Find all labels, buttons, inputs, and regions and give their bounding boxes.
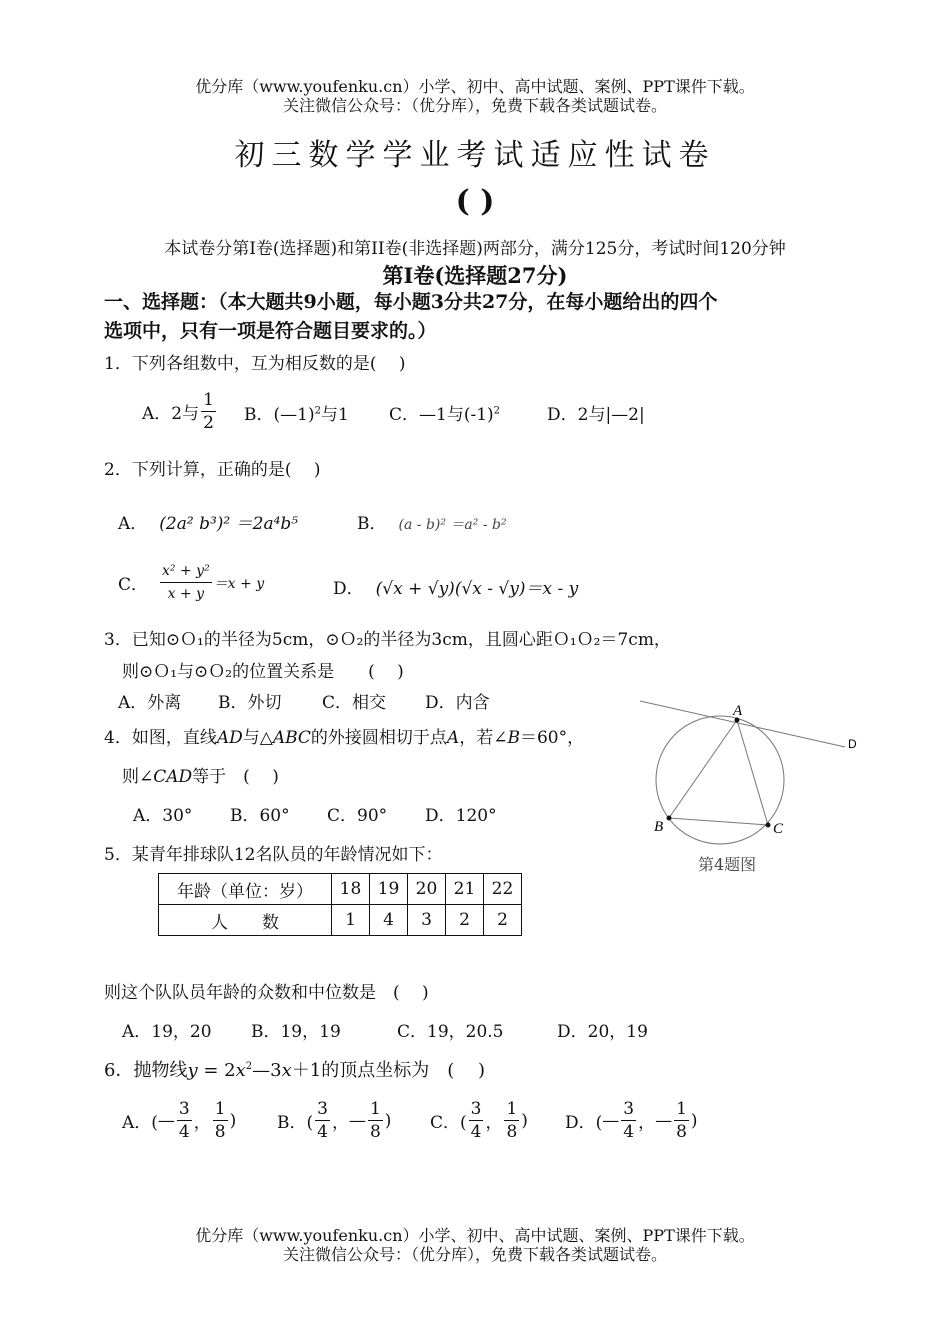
footer-line-1: 优分库（www.youfenku.cn）小学、初中、高中试题、案例、PPT课件下载。 bbox=[195, 1226, 755, 1245]
q4-option-a: A．30° bbox=[133, 806, 193, 826]
table-cell: 1 bbox=[332, 905, 370, 936]
q2-option-a bbox=[118, 509, 298, 534]
q2-c-den: x + y bbox=[167, 586, 205, 602]
point-b bbox=[667, 816, 672, 821]
q6-d-d2: 8 bbox=[676, 1122, 687, 1142]
q2-stem: 2．下列计算，正确的是( ) bbox=[104, 460, 321, 480]
q6-tail: ＋1的顶点坐标为 ( ) bbox=[291, 1060, 485, 1081]
label-d: D bbox=[848, 737, 857, 751]
q1-c-label: C． bbox=[389, 405, 420, 425]
q1-option-a bbox=[142, 389, 218, 434]
table-cell: 3 bbox=[408, 905, 446, 936]
q4-ad: AD bbox=[216, 728, 243, 748]
q6-c-frac2 bbox=[504, 1098, 519, 1143]
table-cell: 19 bbox=[370, 874, 408, 905]
q6-option-a bbox=[122, 1098, 236, 1143]
q3-option-a: A．外离 bbox=[118, 693, 182, 713]
q4-text-2: 与△ bbox=[242, 728, 273, 748]
q6-c-d2: 8 bbox=[506, 1122, 518, 1142]
q4-text-5: ＝60°， bbox=[519, 728, 585, 748]
section-1-heading-line-2: 选项中，只有一项是符合题目要求的。） bbox=[104, 320, 437, 342]
q6-d-sep: ， bbox=[638, 1113, 656, 1133]
q6-option-c bbox=[430, 1098, 528, 1143]
label-a: A bbox=[733, 703, 743, 719]
q6-d-d1: 4 bbox=[623, 1122, 635, 1142]
q6-stem-a: 6．抛物线 bbox=[104, 1060, 188, 1081]
q6-option-b bbox=[277, 1098, 391, 1143]
q4-text-1: 4．如图，直线 bbox=[104, 728, 217, 748]
q1-option-d: D．2与|—2| bbox=[547, 405, 645, 425]
age-table bbox=[158, 873, 522, 936]
q6-c-close: ) bbox=[521, 1110, 528, 1131]
q6-a-label: A．( bbox=[122, 1113, 158, 1133]
q6-b-frac1 bbox=[315, 1098, 330, 1143]
segment-ab bbox=[669, 720, 737, 818]
q4-abc: ABC bbox=[272, 728, 311, 748]
q2-c-label: C． bbox=[118, 575, 149, 595]
q6-b-d2: 8 bbox=[369, 1122, 381, 1142]
q6-stem bbox=[104, 1056, 485, 1082]
q1-option-b bbox=[244, 400, 349, 425]
table-cell: 4 bbox=[370, 905, 408, 936]
q2-c-rhs: ＝x + y bbox=[213, 575, 265, 592]
q6-b-label: B．( bbox=[277, 1113, 314, 1133]
q2-d-label: D． bbox=[333, 579, 364, 599]
q6-a-close: ) bbox=[229, 1110, 237, 1131]
q6-a-d2: 8 bbox=[214, 1122, 226, 1142]
point-c bbox=[766, 823, 771, 828]
q5-option-c: C．19，20.5 bbox=[397, 1022, 504, 1042]
q3-option-d: D．内含 bbox=[425, 693, 490, 713]
q2-c-fraction bbox=[160, 560, 212, 605]
q4-point-a: A bbox=[446, 728, 460, 748]
table-cell: 20 bbox=[408, 874, 446, 905]
title-blank: ( ) bbox=[455, 184, 495, 219]
q6-mid: —3 bbox=[252, 1060, 282, 1081]
q6-a-sign1: — bbox=[157, 1110, 175, 1131]
q6-c-d1: 4 bbox=[470, 1122, 482, 1142]
table-cell: 21 bbox=[446, 874, 484, 905]
q4-text-3: 的外接圆相切于点 bbox=[310, 728, 447, 748]
q1-b-label: B． bbox=[244, 405, 274, 425]
q1-b-tail: 与1 bbox=[320, 405, 349, 425]
header-line-2: 关注微信公众号：（优分库），免费下载各类试题试卷。 bbox=[282, 96, 667, 115]
q6-b-sep: ， bbox=[331, 1113, 349, 1133]
q4-line-2 bbox=[122, 762, 279, 787]
page-title: 初三数学学业考试适应性试卷 bbox=[234, 138, 716, 173]
q6-d-n1: 3 bbox=[623, 1099, 635, 1119]
q6-c-sep: ， bbox=[485, 1113, 503, 1133]
q5-option-d: D．20，19 bbox=[557, 1022, 648, 1042]
q4-line-1 bbox=[104, 723, 584, 748]
q6-b-d1: 4 bbox=[317, 1122, 328, 1142]
q3-line-2: 则⊙Ｏ₁与⊙Ｏ₂的位置关系是 ( ) bbox=[122, 662, 404, 682]
q6-a-n1: 3 bbox=[178, 1099, 190, 1119]
q4-angle-b: B bbox=[507, 728, 520, 748]
q6-b-n1: 3 bbox=[317, 1099, 328, 1119]
q6-eq: = 2 bbox=[197, 1060, 236, 1081]
footer-line-2: 关注微信公众号：（优分库），免费下载各类试题试卷。 bbox=[282, 1245, 667, 1264]
segment-ac bbox=[737, 720, 768, 825]
q6-x2: x bbox=[281, 1060, 292, 1081]
q6-c-n2: 1 bbox=[506, 1099, 518, 1119]
q6-d-n2: 1 bbox=[676, 1099, 687, 1119]
table-cell: 2 bbox=[446, 905, 484, 936]
q4-option-c: C．90° bbox=[327, 806, 388, 826]
q6-option-d bbox=[565, 1098, 698, 1143]
table-cell: 18 bbox=[332, 874, 370, 905]
q4-text-7: 等于 ( ) bbox=[192, 767, 279, 787]
table-header-count: 人 数 bbox=[159, 905, 332, 936]
q2-option-d bbox=[333, 574, 578, 599]
q2-a-label: A． bbox=[118, 514, 148, 534]
q5-option-b: B．19，19 bbox=[251, 1022, 341, 1042]
table-row bbox=[159, 905, 522, 936]
q2-d-expr: (√x + √y)(√x - √y)＝x - y bbox=[375, 579, 579, 599]
q2-b-expr: (a - b)² ＝a² - b² bbox=[398, 517, 507, 533]
table-header-age: 年龄（单位：岁） bbox=[159, 874, 332, 905]
q6-b-frac2 bbox=[368, 1098, 383, 1143]
q6-d-frac1 bbox=[621, 1098, 636, 1143]
table-row bbox=[159, 874, 522, 905]
q6-d-sign2: — bbox=[655, 1110, 673, 1131]
q6-x: x bbox=[235, 1060, 246, 1081]
q5-option-a: A．19，20 bbox=[122, 1022, 212, 1042]
table-cell: 22 bbox=[484, 874, 522, 905]
q6-y: y bbox=[187, 1060, 198, 1081]
segment-bc bbox=[669, 818, 768, 825]
label-c: C bbox=[773, 821, 784, 837]
q4-option-d: D．120° bbox=[425, 806, 497, 826]
q6-c-label: C．( bbox=[430, 1113, 467, 1133]
q3-line-1: 3．已知⊙Ｏ₁的半径为5cm，⊙Ｏ₂的半径为3cm，且圆心距Ｏ₁Ｏ₂＝7cm， bbox=[104, 630, 671, 650]
q6-sq: 2 bbox=[245, 1061, 253, 1072]
q6-c-n1: 3 bbox=[470, 1099, 482, 1119]
q4-figure bbox=[640, 695, 870, 885]
q4-cad: CAD bbox=[153, 767, 193, 787]
q4-text-6: 则∠ bbox=[122, 767, 154, 787]
q6-d-sign1: — bbox=[602, 1110, 620, 1131]
q3-option-b: B．外切 bbox=[218, 693, 282, 713]
q6-b-close: ) bbox=[384, 1110, 392, 1131]
q6-c-frac1 bbox=[469, 1098, 484, 1143]
table-cell: 2 bbox=[484, 905, 522, 936]
volume-1-heading: 第Ⅰ卷(选择题27分) bbox=[382, 263, 568, 288]
q6-a-frac2 bbox=[213, 1098, 228, 1143]
label-b: B bbox=[654, 819, 664, 835]
q1-a-num: 1 bbox=[203, 390, 214, 410]
q3-option-c: C．相交 bbox=[322, 693, 387, 713]
exam-intro: 本试卷分第Ⅰ卷(选择题)和第II卷(非选择题)两部分，满分125分，考试时间120分钟 bbox=[164, 239, 786, 259]
q1-b-expr: (—1) bbox=[273, 405, 315, 425]
q1-a-fraction bbox=[201, 389, 216, 434]
q5-stem: 5．某青年排球队12名队员的年龄情况如下： bbox=[104, 845, 443, 865]
section-1-heading-line-1: 一、选择题：（本大题共9小题，每小题3分共27分，在每小题给出的四个 bbox=[104, 291, 718, 313]
q1-option-c bbox=[389, 400, 500, 425]
header-line-1: 优分库（www.youfenku.cn）小学、初中、高中试题、案例、PPT课件下载。 bbox=[195, 77, 755, 96]
q1-a-label: A．2与 bbox=[142, 404, 200, 424]
q4-option-b: B．60° bbox=[230, 806, 290, 826]
q2-b-label: B． bbox=[357, 514, 387, 534]
q1-a-den: 2 bbox=[203, 413, 214, 433]
q6-a-sep: ， bbox=[193, 1113, 211, 1133]
q6-a-n2: 1 bbox=[214, 1099, 226, 1119]
q2-c-num: x² + y² bbox=[160, 560, 212, 583]
figure-caption: 第4题图 bbox=[698, 855, 757, 874]
q6-b-n2: 1 bbox=[369, 1099, 381, 1119]
q6-d-frac2 bbox=[674, 1098, 689, 1143]
q6-d-close: ) bbox=[690, 1110, 698, 1131]
q6-a-d1: 4 bbox=[178, 1122, 190, 1142]
q6-a-frac1 bbox=[177, 1098, 192, 1143]
q2-option-b bbox=[357, 509, 507, 534]
q1-stem: 1．下列各组数中，互为相反数的是( ) bbox=[104, 354, 406, 374]
q2-a-expr: (2a² b³)² ＝2a⁴b⁵ bbox=[159, 514, 299, 534]
q1-c-expr: —1与(-1) bbox=[419, 405, 494, 425]
q1-b-exp: 2 bbox=[314, 405, 321, 417]
q1-c-exp: 2 bbox=[493, 405, 501, 417]
q2-option-c bbox=[118, 560, 264, 605]
q6-d-label: D．( bbox=[565, 1113, 603, 1133]
q4-text-4: ，若∠ bbox=[459, 728, 508, 748]
q6-b-sign2: — bbox=[348, 1110, 366, 1131]
q5-question: 则这个队队员年龄的众数和中位数是 ( ) bbox=[104, 983, 429, 1003]
